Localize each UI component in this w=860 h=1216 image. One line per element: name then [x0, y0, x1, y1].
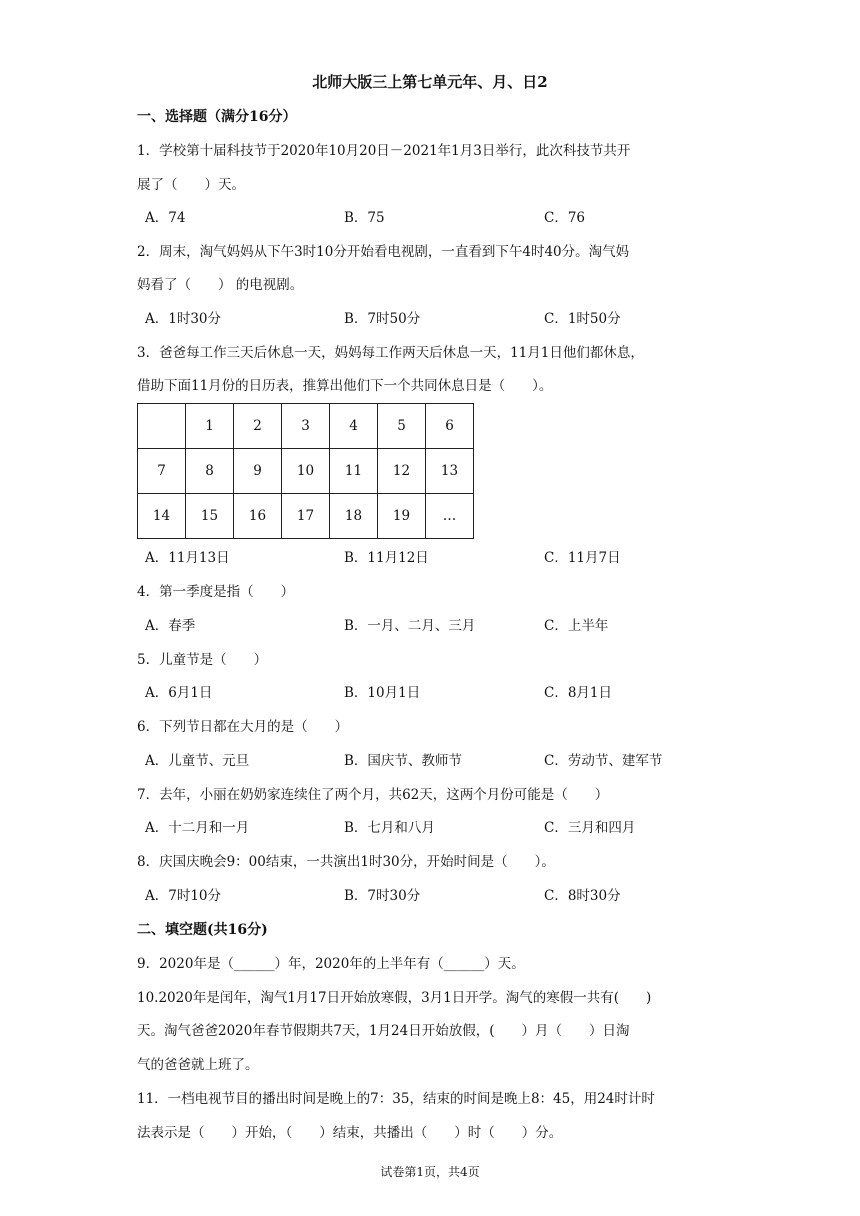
question-1-line-2: 展了（ ）天。 [137, 177, 245, 193]
question-7-line-1: 7．去年，小丽在奶奶家连续住了两个月，共62天，这两个月份可能是（ ） [137, 787, 609, 803]
question-5-option-c: C．8月1日 [544, 685, 613, 701]
question-1-option-a: A．74 [145, 210, 186, 226]
calendar-cell: 12 [378, 449, 426, 494]
question-2-line-2: 妈看了（ ） 的电视剧。 [137, 277, 304, 293]
section-header-choice: 一、选择题（满分16分） [137, 109, 297, 125]
calendar-cell: 3 [282, 404, 330, 449]
calendar-cell: 15 [186, 494, 234, 539]
calendar-row [138, 449, 474, 494]
question-5-option-a: A．6月1日 [145, 685, 213, 701]
calendar-cell: … [426, 494, 474, 539]
calendar-cell: 2 [234, 404, 282, 449]
question-4-option-b: B．一月、二月、三月 [344, 618, 476, 634]
question-11-line-1: 11．一档电视节目的播出时间是晚上的7：35，结束的时间是晚上8：45，用24时计时 [137, 1091, 655, 1107]
question-2-option-a: A．1时30分 [145, 311, 222, 327]
question-4-option-c: C．上半年 [544, 618, 609, 634]
page-footer: 试卷第1页，共4页 [380, 1165, 480, 1179]
question-3-option-a: A．11月13日 [145, 550, 230, 566]
section-header-fill: 二、填空题(共16分) [137, 922, 268, 938]
question-5-line-1: 5．儿童节是（ ） [137, 652, 268, 668]
calendar-cell: 9 [234, 449, 282, 494]
question-7-option-a: A．十二月和一月 [145, 820, 250, 836]
question-10-line-2: 天。淘气爸爸2020年春节假期共7天，1月24日开始放假，( ）月（ ）日淘 [137, 1023, 630, 1039]
question-7-option-b: B．七月和八月 [344, 820, 435, 836]
question-2-option-c: C．1时50分 [544, 311, 621, 327]
november-calendar-table [137, 403, 474, 539]
question-11-line-2: 法表示是（ ）开始，（ ）结束，共播出（ ）时（ ）分。 [137, 1125, 563, 1141]
calendar-cell: 11 [330, 449, 378, 494]
calendar-cell: 1 [186, 404, 234, 449]
calendar-cell: 8 [186, 449, 234, 494]
question-6-option-c: C．劳动节、建军节 [544, 753, 663, 769]
question-3-option-b: B．11月12日 [344, 550, 429, 566]
calendar-cell [138, 404, 186, 449]
question-8-option-c: C．8时30分 [544, 888, 621, 904]
calendar-row [138, 404, 474, 449]
calendar-cell: 17 [282, 494, 330, 539]
question-8-option-b: B．7时30分 [344, 888, 421, 904]
calendar-cell: 7 [138, 449, 186, 494]
calendar-cell: 10 [282, 449, 330, 494]
page-title: 北师大版三上第七单元年、月、日2 [312, 73, 548, 91]
question-1-option-c: C．76 [544, 210, 586, 226]
question-5-option-b: B．10月1日 [344, 685, 421, 701]
question-3-line-1: 3．爸爸每工作三天后休息一天，妈妈每工作两天后休息一天，11月1日他们都休息， [137, 345, 644, 361]
question-9-line-1: 9．2020年是（______）年，2020年的上半年有（______）天。 [137, 956, 525, 972]
question-8-line-1: 8．庆国庆晚会9：00结束，一共演出1时30分，开始时间是（ ）。 [137, 854, 555, 870]
calendar-cell: 14 [138, 494, 186, 539]
question-1-line-1: 1．学校第十届科技节于2020年10月20日－2021年1月3日举行，此次科技节共开 [137, 143, 631, 159]
calendar-cell: 4 [330, 404, 378, 449]
question-4-option-a: A．春季 [145, 618, 196, 634]
question-3-option-c: C．11月7日 [544, 550, 621, 566]
question-3-line-2: 借助下面11月份的日历表，推算出他们下一个共同休息日是（ ）。 [137, 378, 553, 394]
question-2-option-b: B．7时50分 [344, 311, 421, 327]
question-2-line-1: 2．周末，淘气妈妈从下午3时10分开始看电视剧，一直看到下午4时40分。淘气妈 [137, 244, 630, 260]
question-6-option-a: A．儿童节、元旦 [145, 753, 250, 769]
question-10-line-1: 10.2020年是闰年，淘气1月17日开始放寒假，3月1日开学。淘气的寒假一共有( ) [137, 990, 652, 1006]
calendar-cell: 13 [426, 449, 474, 494]
question-7-option-c: C．三月和四月 [544, 820, 636, 836]
question-8-option-a: A．7时10分 [145, 888, 222, 904]
calendar-cell: 6 [426, 404, 474, 449]
calendar-cell: 16 [234, 494, 282, 539]
calendar-cell: 18 [330, 494, 378, 539]
question-1-option-b: B．75 [344, 210, 385, 226]
question-6-line-1: 6．下列节日都在大月的是（ ） [137, 719, 349, 735]
question-10-line-3: 气的爸爸就上班了。 [137, 1057, 259, 1073]
question-4-line-1: 4．第一季度是指（ ） [137, 584, 295, 600]
question-6-option-b: B．国庆节、教师节 [344, 753, 462, 769]
calendar-cell: 5 [378, 404, 426, 449]
calendar-row [138, 494, 474, 539]
calendar-cell: 19 [378, 494, 426, 539]
